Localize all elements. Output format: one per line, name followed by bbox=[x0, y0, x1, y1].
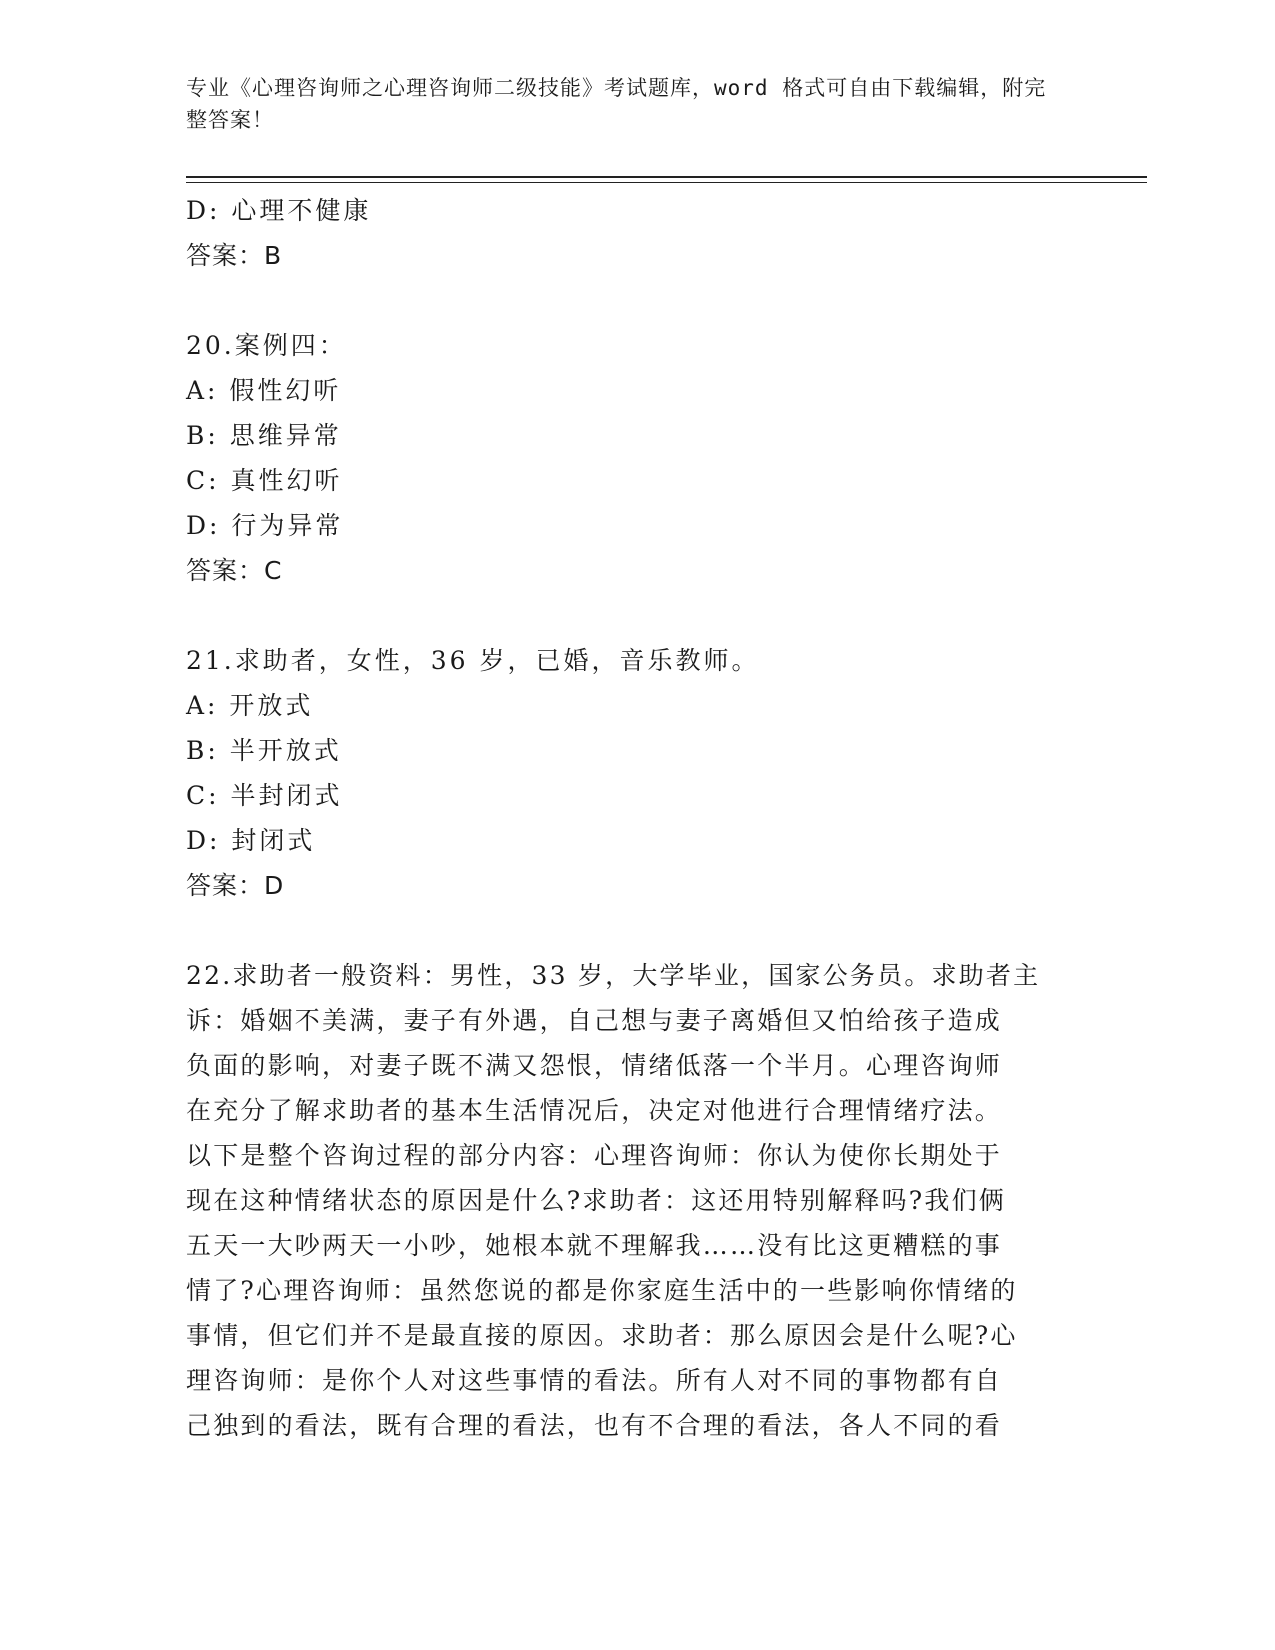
option-d: D: 封闭式 bbox=[186, 826, 316, 855]
option-a: A: 假性幻听 bbox=[186, 376, 342, 405]
question-22 bbox=[186, 953, 1086, 1448]
option-d: D: 心理不健康 bbox=[186, 196, 372, 225]
paragraph-line: 事情，但它们并不是最直接的原因。求助者：那么原因会是什么呢?心 bbox=[186, 1321, 1018, 1350]
page-header: 专业《心理咨询师之心理咨询师二级技能》考试题库，word 格式可自由下载编辑，附完整答案！ bbox=[186, 76, 1047, 132]
spacer bbox=[186, 278, 1086, 323]
paragraph-line: 负面的影响，对妻子既不满又怨恨，情绪低落一个半月。心理咨询师 bbox=[186, 1051, 1003, 1080]
paragraph-line: 五天一大吵两天一小吵，她根本就不理解我……没有比这更糟糕的事 bbox=[186, 1231, 1003, 1260]
option-c: C: 真性幻听 bbox=[186, 466, 343, 495]
header-divider-thin bbox=[186, 182, 1147, 183]
question-21 bbox=[186, 638, 1086, 908]
question-stem: 20.案例四： bbox=[186, 331, 347, 360]
question-content bbox=[186, 188, 1086, 1448]
question-20 bbox=[186, 323, 1086, 593]
option-b: B: 思维异常 bbox=[186, 421, 342, 450]
paragraph-line: 在充分了解求助者的基本生活情况后，决定对他进行合理情绪疗法。 bbox=[186, 1096, 1003, 1125]
spacer bbox=[186, 593, 1086, 638]
paragraph-line: 情了?心理咨询师：虽然您说的都是你家庭生活中的一些影响你情绪的 bbox=[186, 1276, 1018, 1305]
paragraph-line: 现在这种情绪状态的原因是什么?求助者：这还用特别解释吗?我们俩 bbox=[186, 1186, 1007, 1215]
answer-line: 答案：B bbox=[186, 241, 283, 270]
option-d: D: 行为异常 bbox=[186, 511, 344, 540]
question-stem: 21.求助者，女性，36 岁，已婚，音乐教师。 bbox=[186, 646, 760, 675]
answer-line: 答案：D bbox=[186, 871, 285, 900]
spacer bbox=[186, 908, 1086, 953]
option-c: C: 半封闭式 bbox=[186, 781, 343, 810]
paragraph-line: 诉：婚姻不美满，妻子有外遇，自己想与妻子离婚但又怕给孩子造成 bbox=[186, 1006, 1003, 1035]
header-divider-thick bbox=[186, 176, 1147, 178]
paragraph-line: 以下是整个咨询过程的部分内容：心理咨询师：你认为使你长期处于 bbox=[186, 1141, 1003, 1170]
answer-line: 答案：C bbox=[186, 556, 283, 585]
paragraph-line: 理咨询师：是你个人对这些事情的看法。所有人对不同的事物都有自 bbox=[186, 1366, 1003, 1395]
paragraph-line: 22.求助者一般资料：男性，33 岁，大学毕业，国家公务员。求助者主 bbox=[186, 961, 1041, 990]
option-b: B: 半开放式 bbox=[186, 736, 342, 765]
paragraph-line: 己独到的看法，既有合理的看法，也有不合理的看法，各人不同的看 bbox=[186, 1411, 1003, 1440]
option-a: A: 开放式 bbox=[186, 691, 314, 720]
